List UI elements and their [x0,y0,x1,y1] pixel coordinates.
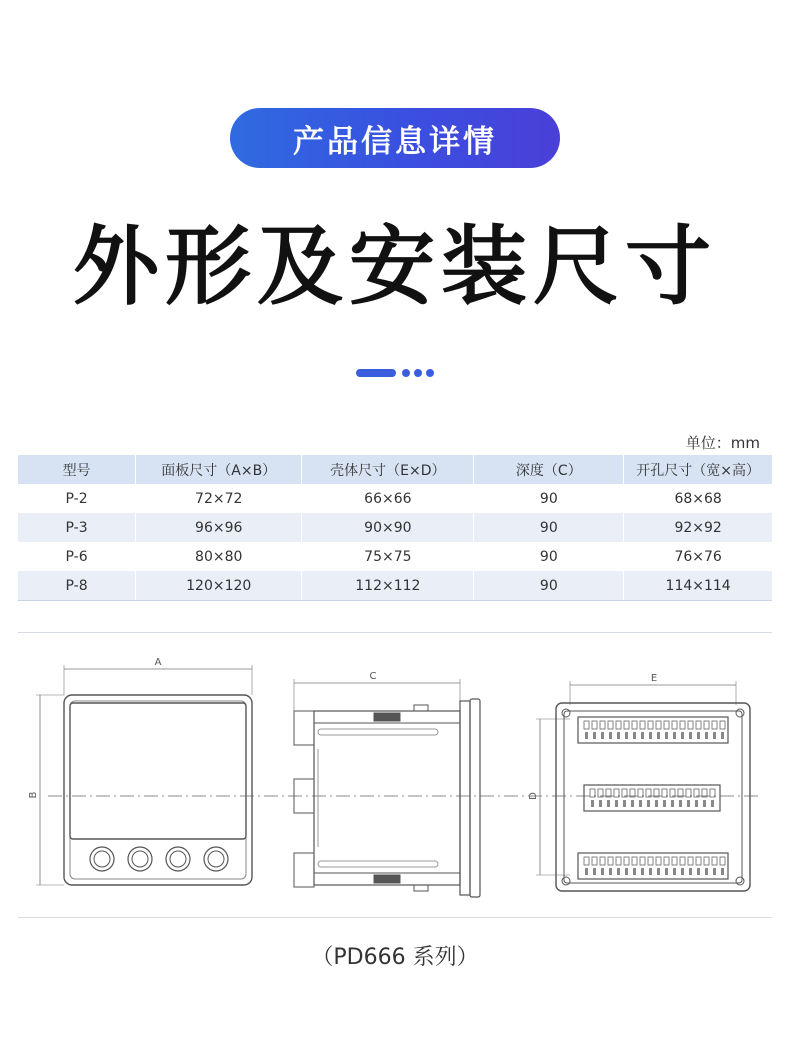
divider-dot [426,369,434,377]
divider-dot [414,369,422,377]
drawing-caption: （PD666 系列） [311,945,479,970]
column-header-case-size: 壳体尺寸（E×D） [302,455,474,484]
unit-label: 单位：mm [685,434,760,452]
dim-label-b: B [28,791,39,799]
column-header-model: 型号 [18,455,136,484]
front-view [28,657,252,885]
cell-case-size: 66×66 [302,484,474,513]
table-row [18,513,772,542]
cell-model: P-2 [65,490,88,507]
divider-dot [402,369,410,377]
table-header-row [18,455,772,484]
dim-label-e: E [650,673,658,684]
cell-panel-size: 72×72 [136,484,302,513]
cell-panel-size: 80×80 [136,542,302,571]
cell-model: P-3 [18,513,136,542]
dim-label-d: D [528,792,539,800]
cell-cutout: 114×114 [624,571,772,601]
cell-depth: 90 [474,542,624,571]
cell-depth: 90 [474,513,624,542]
dimension-table [18,455,772,601]
rear-view [528,673,750,891]
cell-model: P-8 [18,571,136,601]
table-row [18,571,772,601]
cell-depth: 90 [474,484,624,513]
column-header-depth: 深度（C） [474,455,624,484]
page-title: 外形及安装尺寸 [73,217,717,317]
cell-cutout: 76×76 [624,542,772,571]
column-header-panel-size: 面板尺寸（A×B） [136,455,302,484]
cell-model: P-6 [65,548,88,565]
side-view [294,671,480,897]
dim-label-c: C [369,671,377,682]
dim-label-a: A [154,657,162,668]
column-header-cutout: 开孔尺寸（宽×高） [624,455,772,484]
cell-case-size: 90×90 [302,513,474,542]
table-row [18,542,772,571]
cell-panel-size: 120×120 [136,571,302,601]
dimension-drawing [18,632,772,918]
table-row [18,484,772,513]
cell-cutout: 68×68 [624,484,772,513]
cell-cutout: 92×92 [624,513,772,542]
cell-depth: 90 [474,571,624,601]
cell-panel-size: 96×96 [136,513,302,542]
cell-case-size: 112×112 [302,571,474,601]
cell-case-size: 75×75 [302,542,474,571]
section-badge: 产品信息详情 [230,108,560,168]
divider-bar [356,369,396,377]
